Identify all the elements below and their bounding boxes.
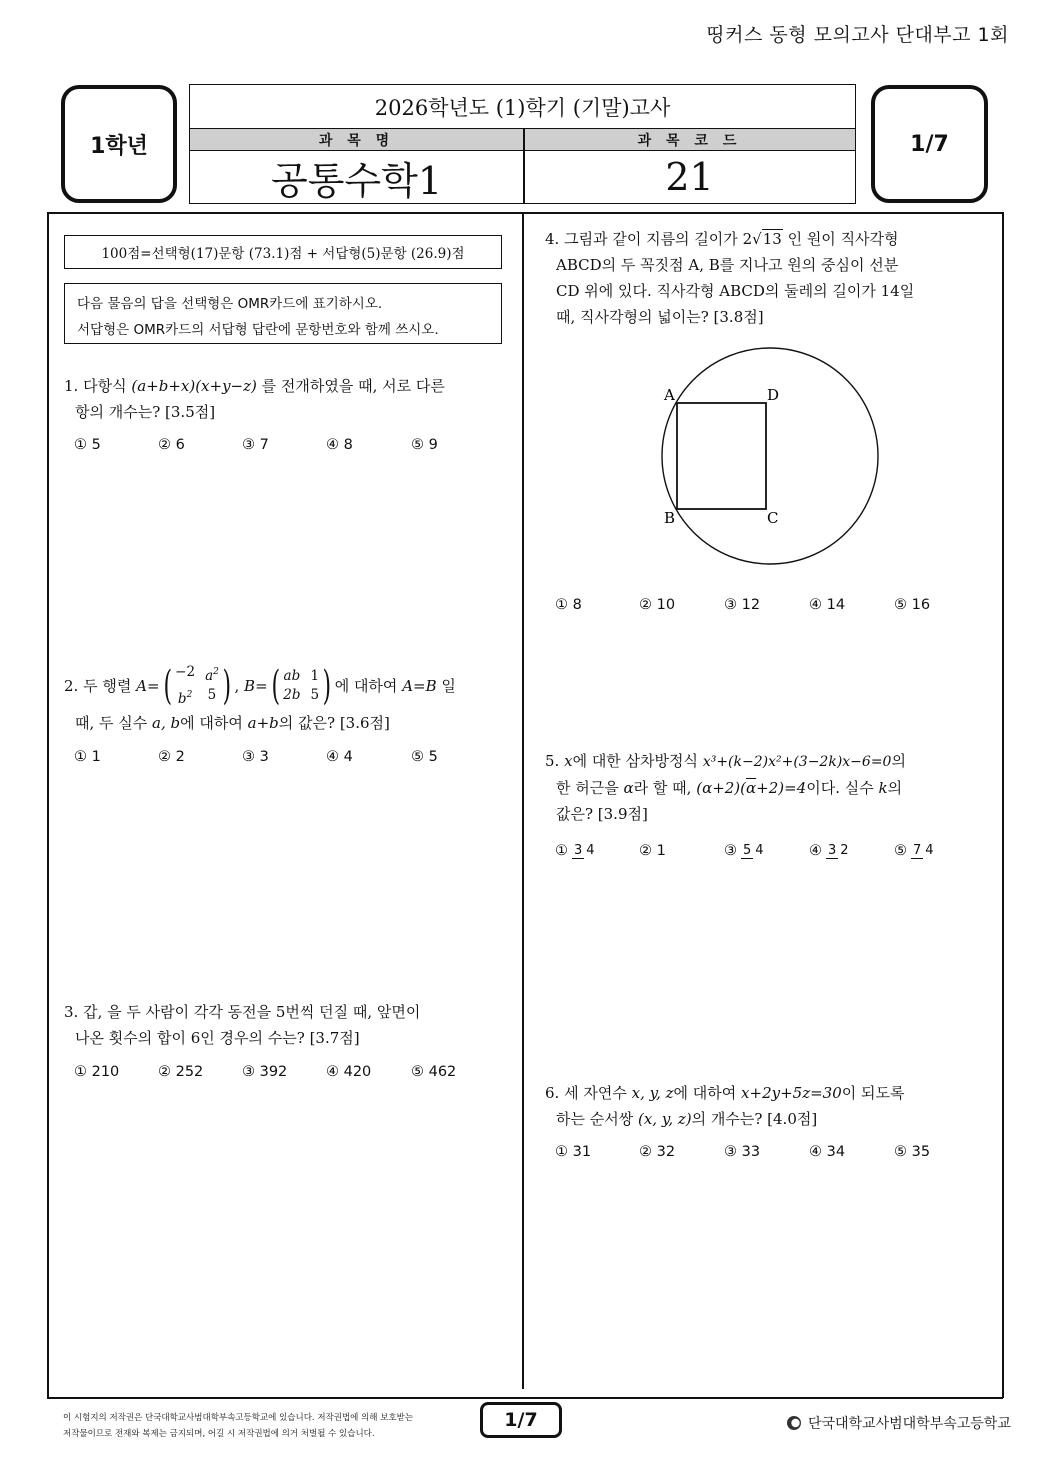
q4-choices bbox=[555, 597, 930, 613]
column-divider bbox=[522, 214, 524, 1389]
school-name-text: 단국대학교사범대학부속고등학교 bbox=[808, 1416, 1011, 1432]
q6-choice-3[interactable]: ③ 33 bbox=[724, 1144, 761, 1160]
q1-number: 1. bbox=[64, 377, 79, 395]
q2-choices bbox=[74, 749, 438, 765]
q1-choice-3[interactable]: ③ 7 bbox=[242, 437, 269, 453]
q1-choices bbox=[74, 437, 438, 453]
q2-var-A: A bbox=[136, 677, 147, 695]
score-info-text: 100점=선택형(17)문항 (73.1)점 + 서답형(5)문항 (26.9)점 bbox=[101, 246, 465, 262]
frame-right-line bbox=[1002, 212, 1004, 1398]
q6-text-d: 하는 순서쌍 bbox=[556, 1110, 634, 1128]
q2-text-c: 일 bbox=[441, 677, 456, 695]
q2-text-b: 에 대하여 bbox=[334, 677, 398, 695]
question-2 bbox=[64, 662, 504, 736]
exam-header-table bbox=[189, 84, 856, 204]
q4-label-C: C bbox=[767, 509, 779, 527]
q4-circle bbox=[662, 348, 878, 564]
question-5 bbox=[545, 748, 995, 827]
q6-choice-5[interactable]: ⑤ 35 bbox=[894, 1144, 931, 1160]
q6-text-a: 세 자연수 bbox=[564, 1084, 627, 1102]
q4-choice-3[interactable]: ③ 12 bbox=[724, 597, 761, 613]
question-1 bbox=[64, 373, 504, 425]
matrix-A-12: $a^2$ bbox=[205, 667, 219, 684]
q6-choice-2[interactable]: ② 32 bbox=[639, 1144, 676, 1160]
q2-choice-2[interactable]: ② 2 bbox=[158, 749, 185, 765]
q5-text-a: 에 대한 삼차방정식 bbox=[572, 752, 699, 770]
q2-comma: , bbox=[234, 677, 240, 695]
q4-text-a: 그림과 같이 지름의 길이가 bbox=[564, 230, 738, 248]
copyright-line-2: 저작물이므로 전재와 복제는 금지되며, 어길 시 저작권법에 의거 처벌될 수 있습니다. bbox=[63, 1429, 375, 1439]
q3-choice-4[interactable]: ④ 420 bbox=[326, 1064, 372, 1080]
q5-var-x: x bbox=[564, 752, 573, 770]
q2-eq-sign-a: = bbox=[146, 677, 160, 695]
q1-choice-2[interactable]: ② 6 bbox=[158, 437, 185, 453]
q3-choices bbox=[74, 1064, 456, 1080]
q5-choice-3[interactable]: ③ 5 4 bbox=[724, 842, 764, 859]
q1-choice-1[interactable]: ① 5 bbox=[74, 437, 101, 453]
matrix-A: ( −2 $a^2$ $b^2$ 5 ) bbox=[163, 663, 231, 709]
instruction-line-2: 서답형은 OMR카드의 서답형 답란에 문항번호와 함께 쓰시오. bbox=[77, 322, 439, 338]
q5-choice-2[interactable]: ② 1 bbox=[639, 843, 666, 859]
q6-vars: x, y, z bbox=[631, 1084, 674, 1102]
matrix-A-21: $b^2$ bbox=[177, 690, 193, 707]
footer-page-number bbox=[480, 1402, 562, 1438]
subject-label: 과 목 명 bbox=[190, 129, 523, 151]
matrix-B: ( ab 1 2b 5 ) bbox=[271, 663, 332, 709]
q5-choice-4[interactable]: ④ 3 2 bbox=[809, 842, 849, 859]
q2-text-d: 때, 두 실수 bbox=[75, 714, 148, 732]
q5-text-d: 라 할 때, bbox=[633, 779, 692, 797]
q4-text-d: CD 위에 있다. 직사각형 ABCD의 둘레의 길이가 14일 bbox=[556, 282, 915, 300]
school-name bbox=[786, 1413, 1011, 1433]
q4-number: 4. bbox=[545, 230, 560, 248]
matrix-B-11: ab bbox=[283, 668, 301, 684]
q5-choices bbox=[555, 843, 936, 859]
q3-choice-1[interactable]: ① 210 bbox=[74, 1064, 120, 1080]
q1-text-a: 다항식 bbox=[83, 377, 127, 395]
q4-rectangle bbox=[677, 403, 766, 509]
frame-top-line bbox=[47, 212, 1003, 214]
matrix-A-11: −2 bbox=[175, 664, 196, 680]
q6-text-e: 의 개수는? [4.0점] bbox=[691, 1110, 818, 1128]
q6-text-b: 에 대하여 bbox=[673, 1084, 737, 1102]
instruction-line-1: 다음 물음의 답을 선택형은 OMR카드에 표기하시오. bbox=[77, 296, 383, 312]
exam-series-title: 띵커스 동형 모의고사 단대부고 1회 bbox=[706, 24, 1009, 46]
q5-choice-5[interactable]: ⑤ 7 4 bbox=[894, 842, 934, 859]
q4-text-b: 인 원이 직사각형 bbox=[787, 230, 899, 248]
q3-choice-3[interactable]: ③ 392 bbox=[242, 1064, 288, 1080]
q5-text-c: 한 허근을 bbox=[556, 779, 619, 797]
q4-diameter: 2√13 bbox=[742, 230, 782, 248]
q5-text-b: 의 bbox=[891, 752, 906, 770]
header-divider bbox=[523, 129, 525, 203]
q5-var-k: k bbox=[878, 779, 888, 797]
q4-label-A: A bbox=[664, 386, 675, 404]
q2-text-e: 에 대하여 bbox=[180, 714, 243, 732]
school-logo-icon bbox=[786, 1415, 802, 1431]
copyright-notice bbox=[63, 1410, 413, 1442]
q4-text-e: 때, 직사각형의 넓이는? [3.8점] bbox=[556, 308, 764, 326]
q6-equation: x+2y+5z=30 bbox=[741, 1084, 842, 1102]
subject-name: 공통수학1 bbox=[270, 158, 442, 203]
q5-equation: x³+(k−2)x²+(3−2k)x−6=0 bbox=[702, 754, 892, 770]
question-4 bbox=[545, 226, 985, 330]
q2-vars: a, b bbox=[152, 714, 181, 732]
q3-number: 3. bbox=[64, 1003, 79, 1021]
q6-number: 6. bbox=[545, 1084, 560, 1102]
q4-choice-5[interactable]: ⑤ 16 bbox=[894, 597, 931, 613]
q1-expression: (a+b+x)(x+y−z) bbox=[131, 377, 257, 395]
q6-choices bbox=[555, 1144, 930, 1160]
q4-choice-4[interactable]: ④ 14 bbox=[809, 597, 846, 613]
matrix-B-21: 2b bbox=[283, 687, 301, 703]
q2-choice-3[interactable]: ③ 3 bbox=[242, 749, 269, 765]
q2-var-B: B bbox=[244, 677, 256, 695]
code-label: 과 목 코 드 bbox=[524, 129, 855, 151]
q5-choice-1[interactable]: ① 3 4 bbox=[555, 842, 595, 859]
matrix-B-22: 5 bbox=[310, 687, 320, 703]
q5-text-g: 값은? [3.9점] bbox=[556, 805, 648, 823]
q2-eq-sign-b: = bbox=[255, 677, 268, 695]
q6-choice-1[interactable]: ① 31 bbox=[555, 1144, 592, 1160]
q4-choice-1[interactable]: ① 8 bbox=[555, 597, 582, 613]
q1-choice-4[interactable]: ④ 8 bbox=[326, 437, 353, 453]
frame-left-line bbox=[47, 212, 49, 1398]
q2-choice-4[interactable]: ④ 4 bbox=[326, 749, 353, 765]
footer-page-label: 1/7 bbox=[504, 1409, 538, 1431]
q2-sum: a+b bbox=[247, 714, 279, 732]
q1-text-b: 를 전개하였을 때, 서로 다른 bbox=[261, 377, 445, 395]
page-number-label: 1/7 bbox=[910, 131, 949, 157]
q2-choice-5[interactable]: ⑤ 5 bbox=[411, 749, 438, 765]
grade-label: 1학년 bbox=[90, 133, 148, 159]
q2-choice-1[interactable]: ① 1 bbox=[74, 749, 101, 765]
q5-text-e: 이다. 실수 bbox=[806, 779, 874, 797]
score-info-box bbox=[64, 235, 502, 269]
q1-text-c: 항의 개수는? [3.5점] bbox=[75, 403, 216, 421]
q4-label-B: B bbox=[664, 509, 676, 527]
q4-label-D: D bbox=[767, 386, 780, 404]
q6-triple: (x, y, z) bbox=[638, 1110, 692, 1128]
q3-text-b: 나온 횟수의 합이 6인 경우의 수는? [3.7점] bbox=[75, 1029, 360, 1047]
q5-alpha: α bbox=[623, 779, 634, 797]
q4-choice-2[interactable]: ② 10 bbox=[639, 597, 676, 613]
q1-choice-5[interactable]: ⑤ 9 bbox=[411, 437, 438, 453]
matrix-B-12: 1 bbox=[310, 668, 320, 684]
exam-title: 2026학년도 (1)학기 (기말)고사 bbox=[190, 85, 855, 129]
q4-figure bbox=[655, 340, 885, 580]
q4-text-c: ABCD의 두 꼭짓점 A, B를 지나고 원의 중심이 선분 bbox=[556, 256, 899, 274]
q2-condition: A=B bbox=[402, 677, 437, 695]
q3-text-a: 갑, 을 두 사람이 각각 동전을 5번씩 던질 때, 앞면이 bbox=[83, 1003, 421, 1021]
q2-text-a: 두 행렬 bbox=[83, 677, 132, 695]
q3-choice-2[interactable]: ② 252 bbox=[158, 1064, 204, 1080]
q3-choice-5[interactable]: ⑤ 462 bbox=[411, 1064, 457, 1080]
question-3 bbox=[64, 999, 504, 1051]
q5-text-f: 의 bbox=[887, 779, 903, 797]
q2-number: 2. bbox=[64, 677, 79, 695]
grade-box bbox=[61, 85, 177, 203]
frame-bottom-line bbox=[47, 1397, 1003, 1399]
subject-code: 21 bbox=[665, 155, 714, 199]
q6-choice-4[interactable]: ④ 34 bbox=[809, 1144, 846, 1160]
matrix-A-22: 5 bbox=[207, 687, 217, 703]
question-6 bbox=[545, 1080, 995, 1132]
q2-text-f: 의 값은? [3.6점] bbox=[278, 714, 390, 732]
page-number-box bbox=[871, 85, 988, 203]
q5-product: $(\alpha+2)(\overline{\alpha}+2)=4$ bbox=[696, 779, 807, 797]
q6-text-c: 이 되도록 bbox=[841, 1084, 905, 1102]
instruction-box bbox=[64, 283, 502, 344]
copyright-line-1: 이 시험지의 저작권은 단국대학교사범대학부속고등학교에 있습니다. 저작권법에 의해 보호받는 bbox=[63, 1413, 414, 1423]
q5-number: 5. bbox=[545, 752, 560, 770]
